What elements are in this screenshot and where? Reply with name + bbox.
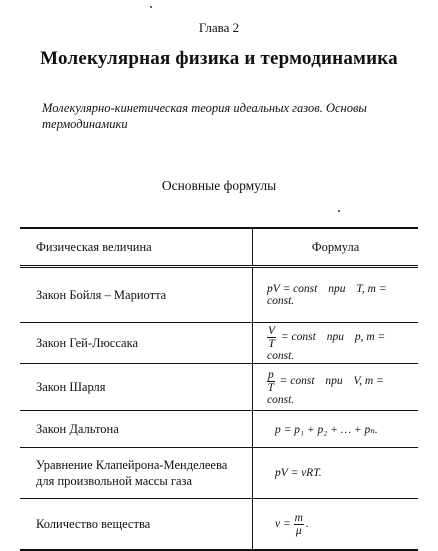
- formula-cell: [253, 499, 419, 551]
- table-row: [20, 499, 418, 551]
- fraction: [267, 325, 276, 350]
- fraction-numerator: m: [294, 511, 303, 524]
- formula-equation: p = p₁ + p₂ + … + pₙ.: [275, 424, 378, 436]
- formula-condition-word: при: [325, 374, 343, 387]
- quantity-name: Закон Бойля – Мариотта: [20, 267, 253, 323]
- fraction: [267, 369, 275, 394]
- section-title: Основные формулы: [161, 178, 277, 193]
- quantity-name: Закон Дальтона: [20, 411, 253, 448]
- quantity-name: Закон Шарля: [20, 364, 253, 411]
- scan-speck: [150, 6, 152, 8]
- column-header-quantity: Физическая величина: [20, 228, 253, 267]
- quantity-name: Уравнение Клапейрона-Менделеева для произвольной массы газа: [20, 448, 253, 499]
- quantity-name: Закон Гей-Люссака: [20, 323, 253, 364]
- formula-condition: V, m = const.: [267, 374, 384, 406]
- fraction: [294, 512, 304, 537]
- formula-equation: pV = const: [267, 283, 318, 295]
- fraction-denominator: T: [267, 381, 275, 394]
- column-header-formula: Формула: [253, 228, 419, 267]
- scan-speck: [338, 210, 340, 212]
- formula-cell: [253, 411, 419, 448]
- formula-equation: .: [305, 517, 309, 530]
- formulas-table: [20, 227, 418, 551]
- table-row: [20, 267, 418, 323]
- table-header-row: [20, 228, 418, 267]
- table-row: [20, 448, 418, 499]
- chapter-label: Глава 2: [198, 20, 240, 35]
- formula-equation: pV = νRT.: [275, 467, 322, 479]
- fraction-denominator: μ: [295, 524, 302, 537]
- formula-cell: [253, 448, 419, 499]
- table-row: [20, 323, 418, 364]
- formula-condition-word: при: [328, 283, 346, 295]
- fraction-denominator: T: [268, 337, 275, 350]
- page-title: Молекулярная физика и термодинамика: [40, 48, 398, 69]
- formula-condition-word: при: [326, 330, 344, 343]
- fraction-numerator: p: [268, 368, 274, 381]
- formula-cell: [253, 323, 419, 364]
- formula-equation: = const: [279, 374, 315, 387]
- formula-equation: = const: [280, 330, 316, 343]
- quantity-name: Количество вещества: [20, 499, 253, 551]
- formula-condition: T, m = const.: [267, 283, 387, 307]
- formula-lhs: ν =: [275, 517, 291, 530]
- fraction-numerator: V: [268, 324, 276, 337]
- formula-cell: [253, 267, 419, 323]
- formula-cell: [253, 364, 419, 411]
- table-row: [20, 411, 418, 448]
- subtitle: Молекулярно-кинетическая теория идеальных газов. Основы термодинамики: [42, 101, 367, 131]
- formula-condition: p, m = const.: [267, 330, 386, 362]
- table-row: [20, 364, 418, 411]
